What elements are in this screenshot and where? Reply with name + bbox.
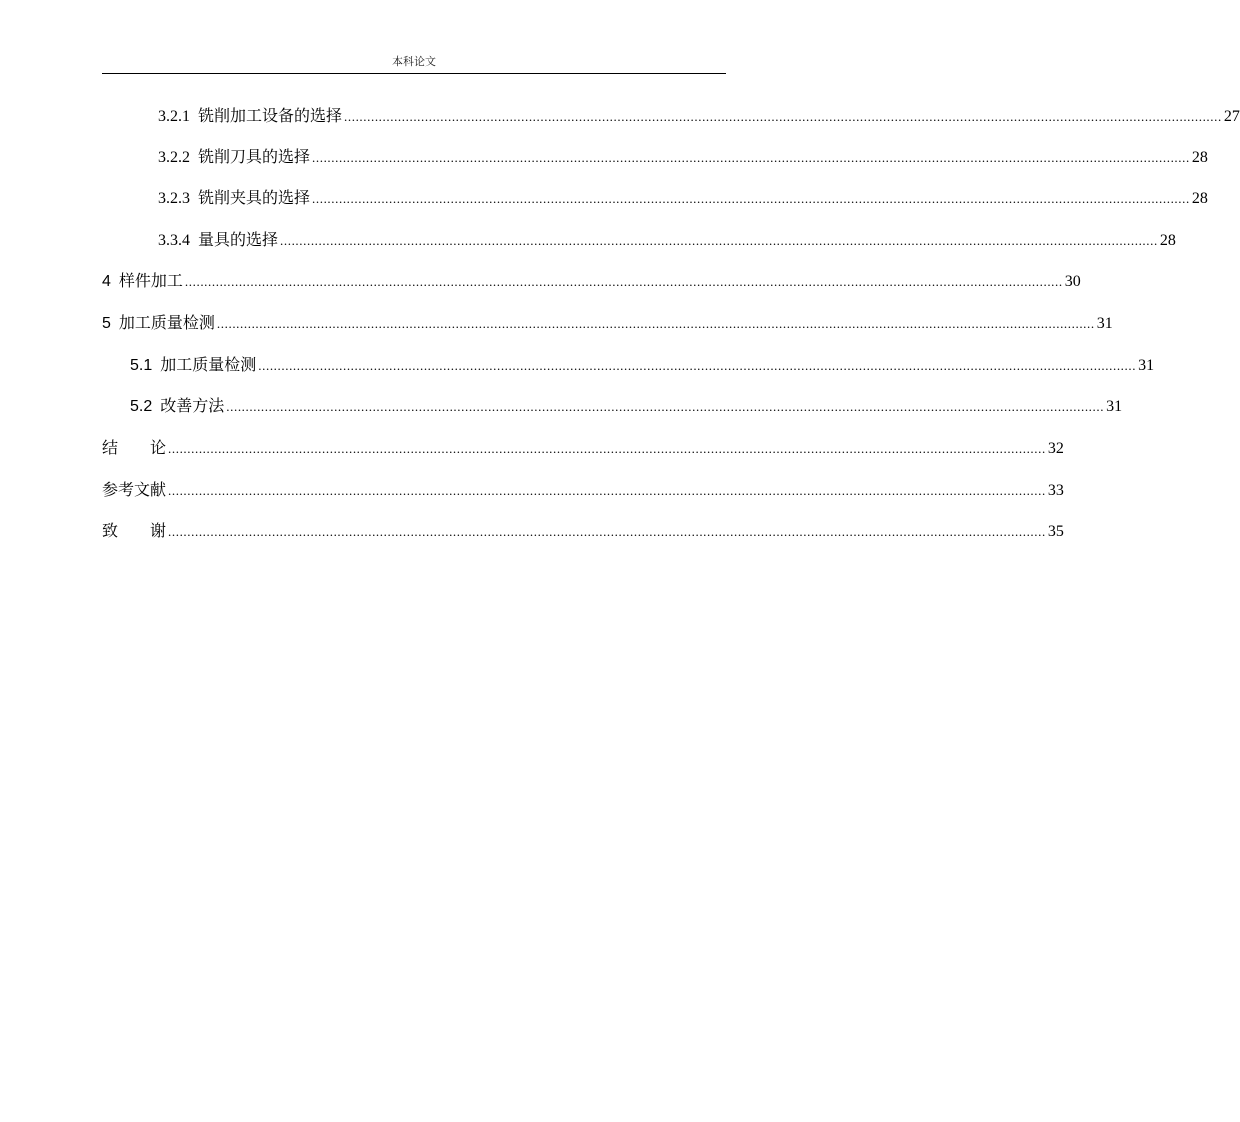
toc-page-number: 30 xyxy=(1064,273,1081,290)
toc-entry-5-1[interactable] xyxy=(130,353,1155,377)
page-header: 本科论文 xyxy=(392,56,436,68)
toc-entry-5-2[interactable] xyxy=(130,394,1123,418)
toc-dot-leader: .................................................................................................................................................................................................................................... xyxy=(258,358,1137,373)
toc-entry-number: 5 xyxy=(102,315,111,332)
toc-dot-leader: .................................................................................................................................................................................................................................... xyxy=(168,483,1046,498)
toc-dot-leader: .................................................................................................................................................................................................................................... xyxy=(280,233,1158,248)
toc-entry-4[interactable] xyxy=(102,269,1081,293)
toc-entry-title: 结 论 xyxy=(102,438,167,457)
toc-dot-leader: .................................................................................................................................................................................................................................... xyxy=(168,441,1046,456)
toc-entry-number: 5.1 xyxy=(130,357,153,374)
toc-dot-leader: .................................................................................................................................................................................................................................... xyxy=(312,150,1190,165)
toc-entry-title: 量具的选择 xyxy=(198,230,279,249)
toc-page-number: 31 xyxy=(1138,357,1155,374)
toc-entry-title: 铣削加工设备的选择 xyxy=(198,106,343,125)
toc-entry-number: 3.2.1 xyxy=(158,108,190,125)
toc-dot-leader: .................................................................................................................................................................................................................................... xyxy=(184,274,1063,289)
toc-page-number: 28 xyxy=(1191,149,1208,166)
toc-dot-leader: .................................................................................................................................................................................................................................... xyxy=(344,109,1222,124)
toc-entry-3-3-4[interactable] xyxy=(158,228,1176,252)
toc-entry-number: 5.2 xyxy=(130,398,153,415)
toc-entry-number: 3.2.2 xyxy=(158,149,190,166)
toc-entry-number: 3.2.3 xyxy=(158,190,190,207)
toc-entry-title: 铣削刀具的选择 xyxy=(198,147,311,166)
toc-entry-title: 样件加工 xyxy=(118,271,183,290)
toc-page-number: 28 xyxy=(1191,190,1208,207)
toc-page-number: 35 xyxy=(1047,523,1064,540)
toc-entry-3-2-1[interactable] xyxy=(158,104,1240,128)
toc-page-number: 32 xyxy=(1047,440,1064,457)
toc-entry-number: 3.3.4 xyxy=(158,232,190,249)
toc-page-number: 31 xyxy=(1106,398,1123,415)
toc-dot-leader: .................................................................................................................................................................................................................................... xyxy=(312,191,1190,206)
toc-entry-conclusion[interactable] xyxy=(102,436,1064,460)
toc-entry-title: 铣削夹具的选择 xyxy=(198,188,311,207)
toc-page-number: 31 xyxy=(1096,315,1113,332)
toc-entry-title: 加工质量检测 xyxy=(118,313,215,332)
toc-page-number: 27 xyxy=(1223,108,1240,125)
toc-dot-leader: .................................................................................................................................................................................................................................... xyxy=(226,399,1105,414)
toc-dot-leader: .................................................................................................................................................................................................................................... xyxy=(216,316,1095,331)
toc-entry-title: 参考文献 xyxy=(102,480,167,499)
toc-dot-leader: .................................................................................................................................................................................................................................... xyxy=(168,524,1046,539)
toc-entry-number: 4 xyxy=(102,273,111,290)
header-rule xyxy=(102,73,726,74)
toc-entry-title: 加工质量检测 xyxy=(160,355,257,374)
toc-entry-references[interactable] xyxy=(102,478,1064,502)
toc-entry-title: 改善方法 xyxy=(160,396,225,415)
toc-page-number: 28 xyxy=(1159,232,1176,249)
toc-page-number: 33 xyxy=(1047,482,1064,499)
toc-entry-3-2-3[interactable] xyxy=(158,186,1208,210)
toc-entry-5[interactable] xyxy=(102,311,1113,335)
toc-entry-acknowledgements[interactable] xyxy=(102,519,1064,543)
toc-entry-3-2-2[interactable] xyxy=(158,145,1208,169)
toc-entry-title: 致 谢 xyxy=(102,521,167,540)
